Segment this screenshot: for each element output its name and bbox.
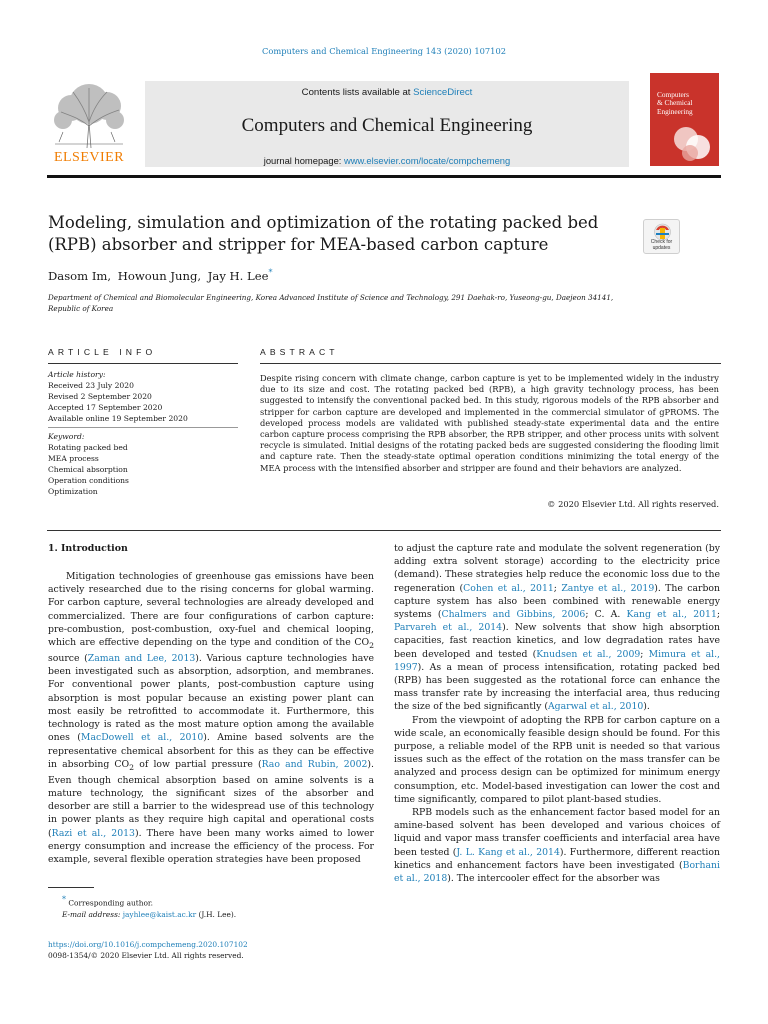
email-label: E-mail address: — [62, 909, 121, 919]
body-paragraph — [394, 806, 720, 885]
email-suffix: (J.H. Lee). — [196, 909, 237, 919]
front-matter-rule — [47, 530, 721, 531]
introduction-heading: 1. Introduction — [48, 543, 128, 554]
cover-title-line: Engineering — [657, 106, 693, 116]
crossmark-label-line: Check for — [650, 239, 673, 245]
journal-homepage-link[interactable]: www.elsevier.com/locate/compchemeng — [344, 155, 511, 166]
article-info-rule — [48, 363, 238, 364]
article-info — [48, 369, 238, 497]
info-divider — [48, 427, 238, 428]
keyword-item: Operation conditions — [48, 476, 129, 485]
body-text: ). There have been many works aimed to lower energy consumption and increase the efficiency of the process. For example, several flexible operation strategies have been proposed — [48, 827, 374, 865]
history-item: Revised 2 September 2020 — [48, 392, 152, 401]
author-name[interactable]: Howoun Jung, — [117, 268, 202, 283]
citation-link[interactable]: J. L. Kang et al., 2014 — [456, 846, 560, 858]
body-paragraph — [48, 570, 374, 866]
doi-link[interactable]: https://doi.org/10.1016/j.compchemeng.2020.107102 — [48, 940, 248, 949]
abstract-rule — [260, 363, 721, 364]
paper-title: Modeling, simulation and optimization of the rotating packed bed (RPB) absorber and stripper for MEA-based carbon capture — [48, 213, 599, 254]
citation-link[interactable]: Zaman and Lee, 2013 — [87, 653, 196, 665]
elsevier-wordmark: ELSEVIER — [53, 150, 125, 165]
cover-title — [657, 91, 693, 116]
masthead-rule — [47, 175, 721, 178]
keyword-item: MEA process — [48, 454, 99, 463]
keyword-label: Keyword: — [48, 432, 85, 441]
body-text: ). Various capture technologies have been investigated such as absorption, adsorption, and membranes. For conventional power plants, post-combustion capture using absorption is most popular because an existing power plant can most easily be retrofitted to accommodate it. Furthermore, this technology is rated as the most mature option among the available ones ( — [48, 653, 374, 744]
crossmark-label-line: updates — [652, 244, 671, 251]
affiliation: Department of Chemical and Biomolecular Engineering, Korea Advanced Institute of Science and Technology, 291 Daehak-ro, Yuseong-gu, Daejeon 34141, Republic of Korea — [48, 293, 614, 313]
body-text: ; — [716, 609, 720, 621]
subscript: 2 — [369, 640, 374, 650]
body-text: ; — [640, 648, 649, 660]
citation-link[interactable]: Kang et al., 2011 — [626, 609, 717, 621]
body-text: ). New solvents that show high absorption capacities, fast reaction kinetics, and low degradation rates have been developed and tested ( — [394, 622, 720, 660]
body-column-right — [394, 542, 720, 885]
body-text: ; — [553, 582, 562, 594]
cover-title-line: Computers — [657, 90, 690, 99]
body-text: to adjust the capture rate and modulate the solvent regeneration (by adding extra solvent storage) according to the electricity price (demand). These strategies help reduce the economic loss due to the regeneration ( — [394, 543, 720, 594]
body-text: ). As a mean of process intensification, rotating packed bed (RPB) has been suggested as the rotational force can enhance the mass transfer rate by increasing the interfacial area, thus reducing the size of the bed significantly ( — [394, 661, 720, 713]
citation-link[interactable]: Cohen et al., 2011 — [463, 582, 554, 594]
keyword-item: Optimization — [48, 487, 98, 496]
body-text: of low partial pressure ( — [134, 758, 262, 770]
contents-prefix: Contents lists available at — [301, 87, 414, 98]
body-text: Mitigation technologies of greenhouse gas emissions have been actively researched due to the rising concerns for global warming. For carbon capture, several technologies are already developed and commercialized. There are four configurations of carbon capture: pre-combustion, post-combustion, oxy-fuel and chemical looping, which are effective depending on the type and condition of the CO — [48, 571, 374, 649]
check-for-updates-button[interactable] — [643, 219, 680, 254]
journal-name[interactable]: Computers and Chemical Engineering — [241, 115, 533, 136]
citation-link[interactable]: MacDowell et al., 2010 — [80, 732, 204, 744]
body-paragraph — [394, 542, 720, 714]
body-column-left — [48, 570, 374, 866]
history-item: Available online 19 September 2020 — [48, 414, 188, 423]
body-text: ). Furthermore, different reaction kinetics and enhancement factors have been investigated ( — [394, 846, 720, 871]
body-text: ). The carbon capture system has also been combined with renewable energy systems ( — [394, 582, 720, 621]
corresponding-author-mark[interactable]: * — [268, 268, 273, 277]
email-link[interactable]: jayhlee@kaist.ac.kr — [122, 909, 197, 919]
citation-link[interactable]: Parvareh et al., 2014 — [394, 622, 503, 634]
citation-link[interactable]: Borhani et al., 2018 — [394, 859, 720, 885]
cover-title-line: & Chemical — [657, 98, 693, 108]
cover-art-icon — [672, 125, 716, 165]
footnote-mark: * — [62, 895, 66, 904]
history-item: Accepted 17 September 2020 — [48, 403, 163, 412]
keyword-item: Chemical absorption — [48, 465, 128, 474]
keyword-item: Rotating packed bed — [48, 443, 128, 452]
body-text: ). The intercooler effect for the absorber was — [447, 873, 660, 885]
abstract-heading: ABSTRACT — [260, 347, 339, 357]
elsevier-tree-icon — [49, 82, 129, 150]
subscript: 2 — [129, 762, 135, 772]
author-name[interactable]: Dasom Im, — [48, 268, 112, 283]
corresponding-footnote — [48, 894, 374, 909]
journal-cover-thumbnail[interactable] — [650, 73, 719, 166]
citation-link[interactable]: Knudsen et al., 2009 — [536, 648, 641, 660]
journal-reference[interactable]: Computers and Chemical Engineering 143 (2020) 107102 — [261, 46, 507, 56]
history-item: Received 23 July 2020 — [48, 381, 134, 390]
sciencedirect-link[interactable]: ScienceDirect — [413, 87, 473, 98]
homepage-prefix: journal homepage: — [263, 155, 345, 166]
doi-block — [48, 939, 248, 962]
citation-link[interactable]: Zantye et al., 2019 — [561, 582, 655, 594]
citation-link[interactable]: Chalmers and Gibbins, 2006 — [441, 609, 586, 621]
elsevier-logo[interactable] — [49, 82, 129, 168]
body-text: source ( — [48, 653, 88, 665]
body-text: ). Even though chemical absorption based on amine solvents is a mature technology, the significant sizes of the absorber and desorber are still a barrier to the widespread use of this technology in power plants as they require high capital and operational costs ( — [48, 758, 374, 839]
abstract-text: Despite rising concern with climate change, carbon capture is yet to be implemented widely in the industry due to its size and cost. The rotating packed bed (RPB), a high gravity technology process, has been suggested to intensify the conventional packed bed. In this study, rigorous models of the RPB absorber and stripper for carbon capture are developed and implemented in the commercial simulator of gPROMS. The developed process models are validated with published steady-state experimental data and the entire carbon capture process comprising the RPB absorber, the RPB stripper, and other process units with solvent recycle is simulated. Initial designs of the rotating packed beds are suggested considering the flooding limit and capture rate. Then the steady-state optimal operation conditions minimizing the total energy of the MEA process with the intensified absorber and stripper are found and their behaviors are analyzed. — [260, 373, 719, 473]
contents-line — [145, 87, 629, 98]
abstract-copyright: © 2020 Elsevier Ltd. All rights reserved. — [547, 499, 719, 509]
homepage-line — [145, 155, 629, 166]
footnote-text: Corresponding author. — [68, 898, 153, 908]
body-text: RPB models such as the enhancement factor based model for an amine-based solvent has been developed and various choices of liquid and vapor mass transfer coefficients and interfacial area have been tested ( — [394, 807, 720, 858]
author-name[interactable]: Jay H. Lee — [207, 268, 269, 283]
citation-link[interactable]: Rao and Rubin, 2002 — [261, 758, 368, 770]
body-paragraph: From the viewpoint of adopting the RPB for carbon capture on a wide scale, an economically feasible design should be found. For this purpose, a reliable model of the RPB unit is needed so that various issues such as the effect of the rotation on the mass transfer can be analyzed and process design can be optimized for minimum energy consumption, etc. Model-based investigation can lower the cost and time significantly, compared to pilot plant-based studies. — [394, 714, 720, 805]
body-text: ). — [643, 701, 650, 713]
citation-link[interactable]: Mimura et al., 1997 — [394, 648, 720, 673]
history-label: Article history: — [48, 370, 106, 379]
footnote — [48, 894, 374, 920]
email-footnote — [48, 909, 374, 920]
body-text: ; C. A. — [585, 609, 627, 621]
citation-link[interactable]: Razi et al., 2013 — [51, 827, 135, 839]
journal-banner — [145, 81, 629, 167]
footnote-rule — [48, 887, 94, 888]
crossmark-label — [644, 240, 679, 251]
issn-line: 0098-1354/© 2020 Elsevier Ltd. All rights reserved. — [48, 951, 244, 961]
author-list — [48, 268, 272, 283]
journal-masthead — [47, 76, 721, 173]
article-info-heading: ARTICLE INFO — [48, 347, 157, 357]
citation-link[interactable]: Agarwal et al., 2010 — [547, 701, 644, 713]
body-text: ). Amine based solvents are the representative chemical absorbent for this as they can be effective in absorbing CO — [48, 732, 375, 770]
